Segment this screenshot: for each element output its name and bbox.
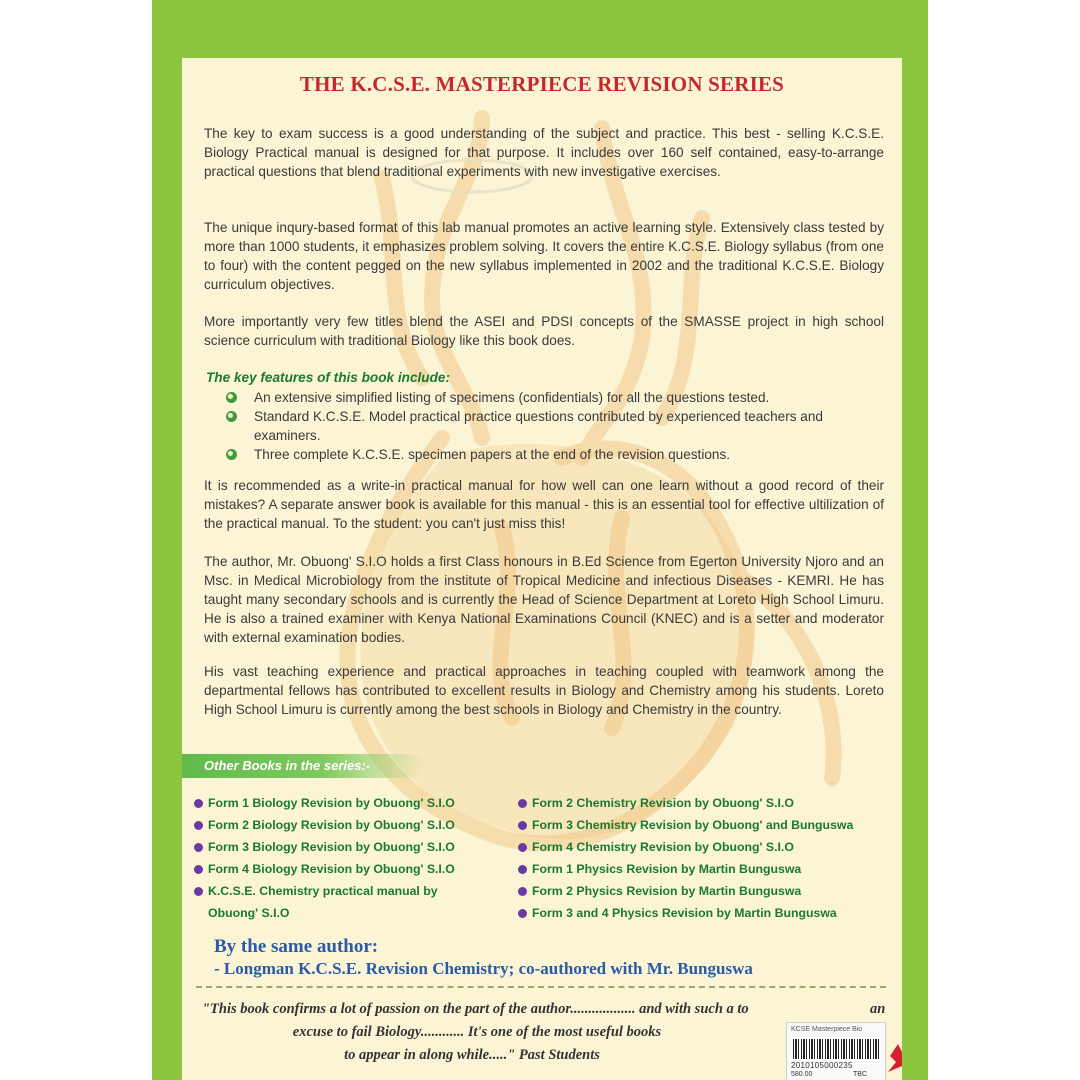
recommended-paragraph: It is recommended as a write-in practical manual for how well can one learn without a good record of their mistakes? A separate answer book is available for this manual - this is an essential tool for effective ultilization of the practical manual. To the student: you can't just miss this! — [204, 478, 884, 531]
bullet-icon — [518, 821, 527, 830]
bullet-icon — [194, 887, 203, 896]
red-splash-icon — [884, 1026, 902, 1080]
same-author-book: - Longman K.C.S.E. Revision Chemistry; co-authored with Mr. Bunguswa — [214, 959, 753, 978]
series-book — [516, 858, 896, 880]
feature-text: Three complete K.C.S.E. specimen papers at the end of the revision questions. — [254, 447, 731, 462]
series-book — [192, 880, 470, 924]
series-book-title: Form 1 Biology Revision by Obuong' S.I.O — [208, 796, 455, 810]
bullet-icon — [226, 411, 237, 422]
divider — [196, 986, 886, 988]
series-book — [516, 814, 896, 836]
bullet-icon — [518, 843, 527, 852]
bullet-icon — [194, 843, 203, 852]
series-title: THE K.C.S.E. MASTERPIECE REVISION SERIES — [299, 72, 785, 96]
quote-line-2: excuse to fail Biology............ It's one of the most useful books — [292, 1024, 662, 1040]
bullet-icon — [194, 865, 203, 874]
features-list — [226, 388, 876, 464]
series-banner — [182, 754, 424, 778]
series-list-left — [192, 792, 492, 924]
series-book-title: Form 3 Biology Revision by Obuong' S.I.O — [208, 840, 455, 854]
series-heading: Other Books in the series:- — [204, 758, 371, 773]
bullet-icon — [518, 799, 527, 808]
bullet-icon — [518, 909, 527, 918]
same-author-block — [214, 936, 753, 980]
series-book-title: Form 1 Physics Revision by Martin Bunguswa — [532, 862, 802, 876]
content-panel — [182, 58, 902, 1080]
series-book-title: Form 2 Biology Revision by Obuong' S.I.O — [208, 818, 455, 832]
series-book — [516, 792, 896, 814]
series-book-title: K.C.S.E. Chemistry practical manual by Obuong' S.I.O — [208, 884, 438, 920]
price-sticker — [786, 1022, 886, 1080]
sticker-tag: TBC — [853, 1071, 867, 1078]
experience-paragraph: His vast teaching experience and practical approaches in teaching coupled with teamwork among the departmental fellows has contributed to excellent results in Biology and Chemistry among his students. Loreto High School Limuru is currently among the best schools in Biology and Chemistry in the country. — [204, 664, 884, 717]
series-book — [192, 836, 492, 858]
quote-line-1-text: "This book confirms a lot of passion on the part of the author.................. and with such a to — [202, 1001, 749, 1017]
format-paragraph: The unique inqury-based format of this lab manual promotes an active learning style. Extensively class tested by more than 1000 students, it emphasizes problem solving. It covers the entire K.C.S.E. Biology syllabus (from one to four) with the content pegged on the new syllabus implemented in 2002 and the traditional K.C.S.E. Biology curriculum objectives. — [204, 220, 884, 292]
series-book-title: Form 4 Chemistry Revision by Obuong' S.I.O — [532, 840, 794, 854]
bullet-icon — [226, 392, 237, 403]
author-paragraph: The author, Mr. Obuong' S.I.O holds a first Class honours in B.Ed Science from Egerton University Njoro and an Msc. in Medical Microbiology from the institute of Tropical Medicine and infectious Diseases - KEMRI. He has taught many secondary schools and is currently the Head of Science Department at Loreto High School Limuru. He is also a trained examiner with Kenya National Examinations Council (KNEC) and is a setter and moderator with external examination bodies. — [204, 554, 884, 645]
series-book-title: Form 2 Physics Revision by Martin Bunguswa — [532, 884, 802, 898]
series-book — [192, 858, 492, 880]
bullet-icon — [194, 821, 203, 830]
same-author-heading: By the same author: — [214, 936, 379, 957]
sticker-title: KCSE Masterpiece Bio — [791, 1026, 863, 1033]
series-book — [516, 836, 896, 858]
feature-item — [226, 388, 876, 407]
bullet-icon — [194, 799, 203, 808]
asei-paragraph: More importantly very few titles blend the ASEI and PDSI concepts of the SMASSE project in high school science curriculum with traditional Biology like this book does. — [204, 314, 884, 348]
quote-line-1 — [202, 998, 902, 1021]
feature-text: An extensive simplified listing of specimens (confidentials) for all the questions tested. — [254, 390, 770, 405]
bullet-icon — [518, 865, 527, 874]
feature-item — [226, 407, 876, 445]
features-heading: The key features of this book include: — [206, 370, 450, 385]
series-book-title: Form 3 Chemistry Revision by Obuong' and Bunguswa — [532, 818, 854, 832]
series-book — [192, 814, 492, 836]
series-book-title: Form 3 and 4 Physics Revision by Martin Bunguswa — [532, 906, 837, 920]
barcode — [793, 1039, 879, 1059]
intro-paragraph: The key to exam success is a good understanding of the subject and practice. This best - selling K.C.S.E. Biology Practical manual is designed for that purpose. It includes over 160 self contained, easy-to-arrange practical questions that blend traditional experiments with new investigative exercises. — [204, 126, 884, 179]
back-cover — [152, 0, 928, 1080]
quote-line-3: to appear in along while....." Past Students — [344, 1047, 600, 1063]
series-book — [516, 880, 896, 902]
sticker-code: 2010105000235 — [791, 1061, 853, 1070]
series-book — [192, 792, 492, 814]
series-book-title: Form 2 Chemistry Revision by Obuong' S.I.O — [532, 796, 794, 810]
bullet-icon — [226, 449, 237, 460]
sticker-price: 580.00 — [791, 1071, 813, 1078]
bullet-icon — [518, 887, 527, 896]
series-list-right — [516, 792, 896, 924]
feature-text: Standard K.C.S.E. Model practical practice questions contributed by experienced teachers and examiners. — [254, 409, 823, 443]
quote-line-1-tail: an — [870, 1001, 886, 1017]
feature-item — [226, 445, 876, 464]
series-book — [516, 902, 896, 924]
series-book-title: Form 4 Biology Revision by Obuong' S.I.O — [208, 862, 455, 876]
